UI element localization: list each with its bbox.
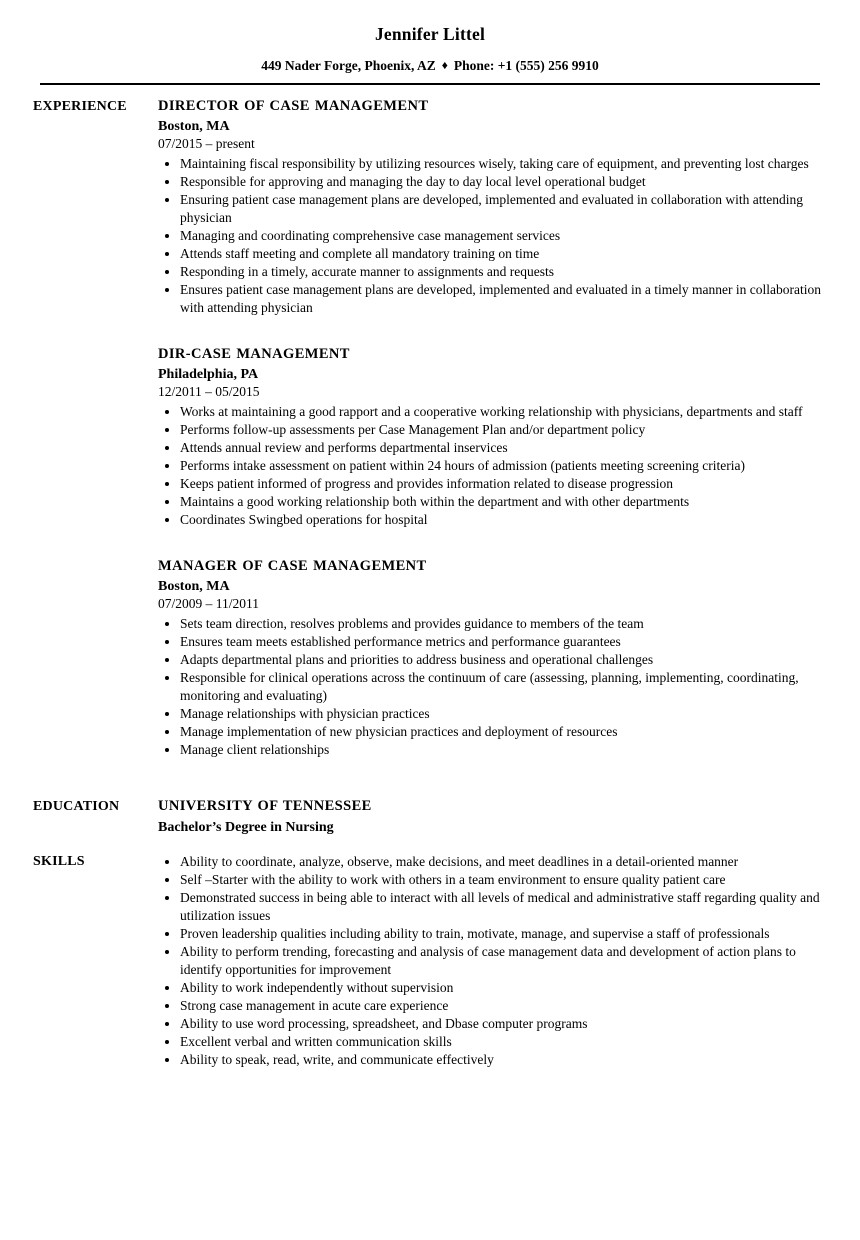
education-label: EDUCATION [33,799,120,814]
bullet-item: • Ability to coordinate, analyze, observe, make decisions, and meet deadlines in a detail-oriented manner [180,853,825,871]
job-bullet-list [158,615,825,759]
bullet-item: • Manage relationships with physician practices [180,705,825,723]
bullet-item: • Ability to use word processing, spreadsheet, and Dbase computer programs [180,1015,825,1033]
bullet-item: • Manage client relationships [180,741,825,759]
bullet-item: • Proven leadership qualities including ability to train, motivate, manage, and supervise a staff of professionals [180,925,825,943]
bullet-item: • Coordinates Swingbed operations for hospital [180,511,825,529]
job-bullet-list [158,403,825,529]
bullet-item: • Maintains a good working relationship both within the department and with other departments [180,493,825,511]
job-2 [158,346,825,529]
degree: Bachelor’s Degree in Nursing [158,820,334,835]
bullet-item: • Strong case management in acute care experience [180,997,825,1015]
bullet-item: • Responding in a timely, accurate manner to assignments and requests [180,263,825,281]
resume-body [0,85,860,1069]
education-content [158,798,825,836]
bullet-item: • Demonstrated success in being able to interact with all levels of medical and administrative staff regarding quality and utilization issues [180,889,825,925]
job-title: MANAGER OF CASE MANAGEMENT [158,558,427,574]
job-title: DIRECTOR OF CASE MANAGEMENT [158,98,429,114]
bullet-item: • Attends staff meeting and complete all mandatory training on time [180,245,825,263]
job-location: Boston, MA [158,119,230,134]
bullet-item: • Keeps patient informed of progress and provides information related to disease progression [180,475,825,493]
job-3 [158,558,825,759]
bullet-item: • Managing and coordinating comprehensive case management services [180,227,825,245]
address-text: 449 Nader Forge, Phoenix, AZ [261,58,436,73]
bullet-item: • Self –Starter with the ability to work with others in a team environment to ensure quality patient care [180,871,825,889]
job-bullet-list [158,155,825,317]
section-experience [33,98,825,759]
section-education [33,798,825,836]
bullet-item: • Excellent verbal and written communication skills [180,1033,825,1051]
job-location: Philadelphia, PA [158,367,259,382]
bullet-item: • Responsible for clinical operations across the continuum of care (assessing, planning, implementing, coordinating, monitoring and evaluating) [180,669,825,705]
job-dates: 07/2015 – present [158,136,255,151]
bullet-item: • Performs intake assessment on patient within 24 hours of admission (patients meeting screening criteria) [180,457,825,475]
skills-bullet-list [158,853,825,1069]
resume-header [0,24,860,85]
job-dates: 07/2009 – 11/2011 [158,596,259,611]
experience-content [158,98,825,759]
bullet-item: • Ensuring patient case management plans are developed, implemented and evaluated in collaboration with attending physician [180,191,825,227]
section-skills [33,853,825,1069]
bullet-item: • Works at maintaining a good rapport and a cooperative working relationship with physicians, departments and staff [180,403,825,421]
bullet-item: • Ability to speak, read, write, and communicate effectively [180,1051,825,1069]
job-dates: 12/2011 – 05/2015 [158,384,260,399]
skills-content [158,853,825,1069]
skills-label: SKILLS [33,854,85,869]
bullet-item: • Performs follow-up assessments per Case Management Plan and/or department policy [180,421,825,439]
job-title: DIR-CASE MANAGEMENT [158,346,350,362]
person-name: Jennifer Littel [374,24,486,44]
phone-text: Phone: +1 (555) 256 9910 [453,58,599,73]
school-name: UNIVERSITY OF TENNESSEE [158,798,372,814]
diamond-icon: ♦ [441,58,448,72]
bullet-item: • Adapts departmental plans and priorities to address business and operational challenges [180,651,825,669]
experience-label: EXPERIENCE [33,99,127,114]
bullet-item: • Attends annual review and performs departmental inservices [180,439,825,457]
bullet-item: • Ability to work independently without supervision [180,979,825,997]
contact-line [0,58,860,74]
bullet-item: • Ability to perform trending, forecasting and analysis of case management data and development of action plans to identify opportunities for improvement [180,943,825,979]
bullet-item: • Manage implementation of new physician practices and deployment of resources [180,723,825,741]
bullet-item: • Maintaining fiscal responsibility by utilizing resources wisely, taking care of equipment, and preventing lost charges [180,155,825,173]
bullet-item: • Ensures team meets established performance metrics and performance guarantees [180,633,825,651]
bullet-item: • Responsible for approving and managing the day to day local level operational budget [180,173,825,191]
bullet-item: • Sets team direction, resolves problems and provides guidance to members of the team [180,615,825,633]
job-1 [158,98,825,317]
bullet-item: • Ensures patient case management plans are developed, implemented and evaluated in a timely manner in collaboration with attending physician [180,281,825,317]
job-location: Boston, MA [158,579,230,594]
